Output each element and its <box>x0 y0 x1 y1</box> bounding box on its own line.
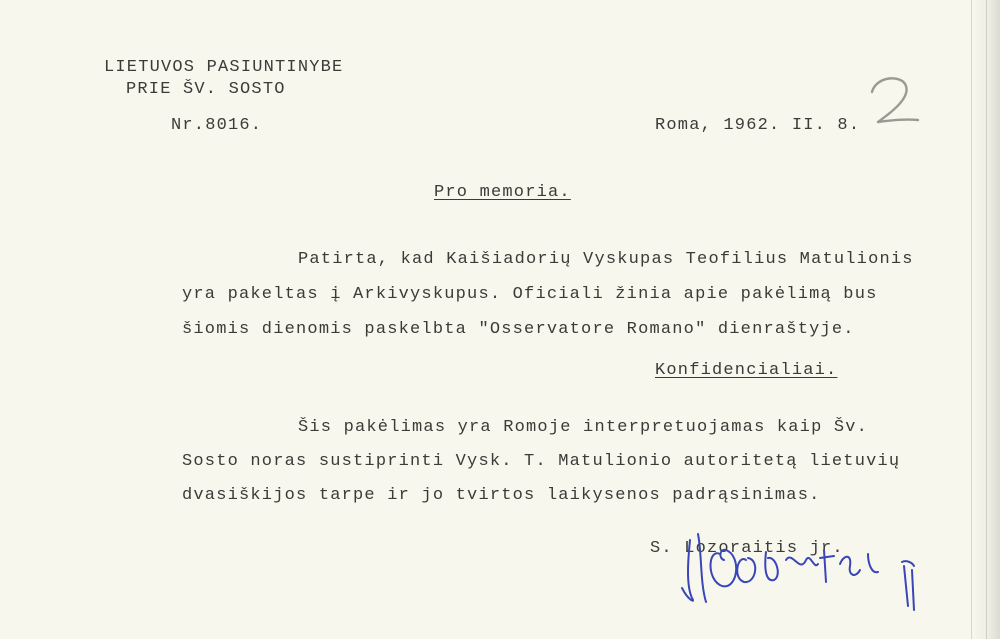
paper-edge-shadow <box>972 0 1000 639</box>
place-and-date: Roma, 1962. II. 8. <box>655 116 861 135</box>
memo-title: Pro memoria. <box>434 183 571 202</box>
paragraph-1-line-2: yra pakeltas į Arkivyskupus. Oficiali žinia apie pakėlimą bus <box>182 285 878 304</box>
confidential-label: Konfidencialiai. <box>655 361 838 380</box>
paragraph-2-line-1: Šis pakėlimas yra Romoje interpretuojamas kaip Šv. <box>298 418 869 437</box>
handwritten-page-number <box>862 72 924 132</box>
letterhead-org-name: LIETUVOS PASIUNTINYBE <box>104 58 344 77</box>
letterhead-org-subline: PRIE ŠV. SOSTO <box>126 80 286 99</box>
typed-signer-name: S. Lozoraitis jr. <box>650 539 844 558</box>
handwritten-signature <box>668 530 948 630</box>
paragraph-1-line-1: Patirta, kad Kaišiadorių Vyskupas Teofilius Matulionis <box>298 250 914 269</box>
paragraph-2-line-3: dvasiškijos tarpe ir jo tvirtos laikysenos padrąsinimas. <box>182 486 821 505</box>
reference-number: Nr.8016. <box>171 116 263 135</box>
paragraph-1-line-3: šiomis dienomis paskelbta "Osservatore Romano" dienraštyje. <box>182 320 855 339</box>
paragraph-2-line-2: Sosto noras sustiprinti Vysk. T. Matulionio autoritetą lietuvių <box>182 452 901 471</box>
